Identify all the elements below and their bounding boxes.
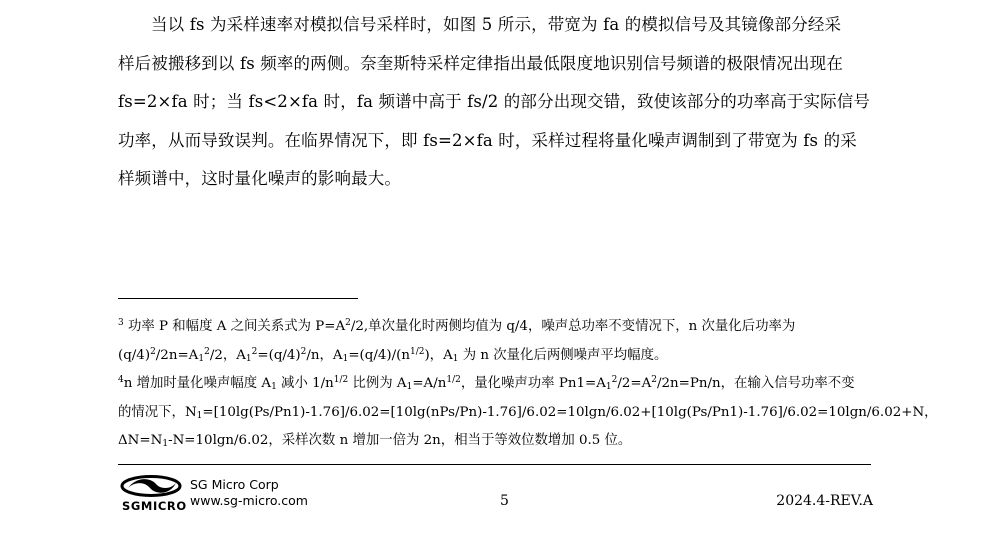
footnote-separator: [118, 298, 358, 299]
company-logo: [120, 475, 310, 515]
revision-label: 2024.4-REV.A: [776, 493, 873, 509]
footnote-3-marker: 3: [118, 318, 124, 328]
company-name: SG Micro Corp: [190, 477, 279, 492]
sgmicro-logo-icon: [120, 475, 182, 499]
footnote-3-line-1: $^3$ 功率 P 和幅度 A 之间关系式为 $P=A^2/2$,单次量化时两侧均值为 q/4，噪声总功率不变情况下，n 次量化后功率为: [118, 318, 796, 334]
footnote-3-line-2: $(q/4)^2/2n=A_1^2/2$，$A_1^2=(q/4)^2/n$，$A_1=(q/4)/(n^{1/2})$，$A_1$ 为 n 次量化后两侧噪声平均幅度。: [118, 346, 668, 364]
body-line: 当以 fs 为采样速率对模拟信号采样时，如图 5 所示，带宽为 fa 的模拟信号及其镜像部分经采: [151, 15, 842, 34]
company-url[interactable]: www.sg-micro.com: [190, 493, 308, 508]
footnote-4-marker: 4: [118, 375, 124, 386]
body-line: fs=2×fa 时；当 fs<2×fa 时，fa 频谱中高于 fs/2 的部分出现交错，致使该部分的功率高于实际信号: [118, 92, 871, 112]
footnote-4-line-2: 的情况下，$N_1=[10\lg(Ps/Pn1)-1.76]/6.02=[10\lg(nPs/Pn)-1.76]/6.02=10\lg n/6.02+[10\lg(Ps/Pn1)-1.76]/6.02=10\lg n/6.02+N$，: [118, 404, 938, 421]
body-paragraph: [118, 6, 878, 199]
footnote-4-line-1: $^4$n 增加时量化噪声幅度 $A_1$ 减小 $1/n^{1/2}$ 比例为 $A_1=A/n^{1/2}$，量化噪声功率 $Pn1=A_1^2/2=A^2/2n=Pn/n$，在输入信号功率不变: [118, 375, 855, 393]
body-line: 功率，从而导致误判。在临界情况下，即 fs=2×fa 时，采样过程将量化噪声调制到了带宽为 fs 的采: [118, 130, 857, 150]
footnotes: [118, 313, 938, 456]
body-line: 样频谱中，这时量化噪声的影响最大。: [118, 169, 402, 189]
body-line: 样后被搬移到以 fs 频率的两侧。奈奎斯特采样定律指出最低限度地识别信号频谱的极限情况出现在: [118, 53, 843, 73]
logo-wordmark: SGMICRO: [122, 499, 187, 513]
page-number: 5: [500, 493, 509, 509]
footnote-4-line-3: $\Delta N=N_1-N=10\lg n/6.02$，采样次数 n 增加一倍为 2n，相当于等效位数增加 0.5 位。: [118, 433, 632, 450]
footer-separator: [118, 464, 871, 465]
